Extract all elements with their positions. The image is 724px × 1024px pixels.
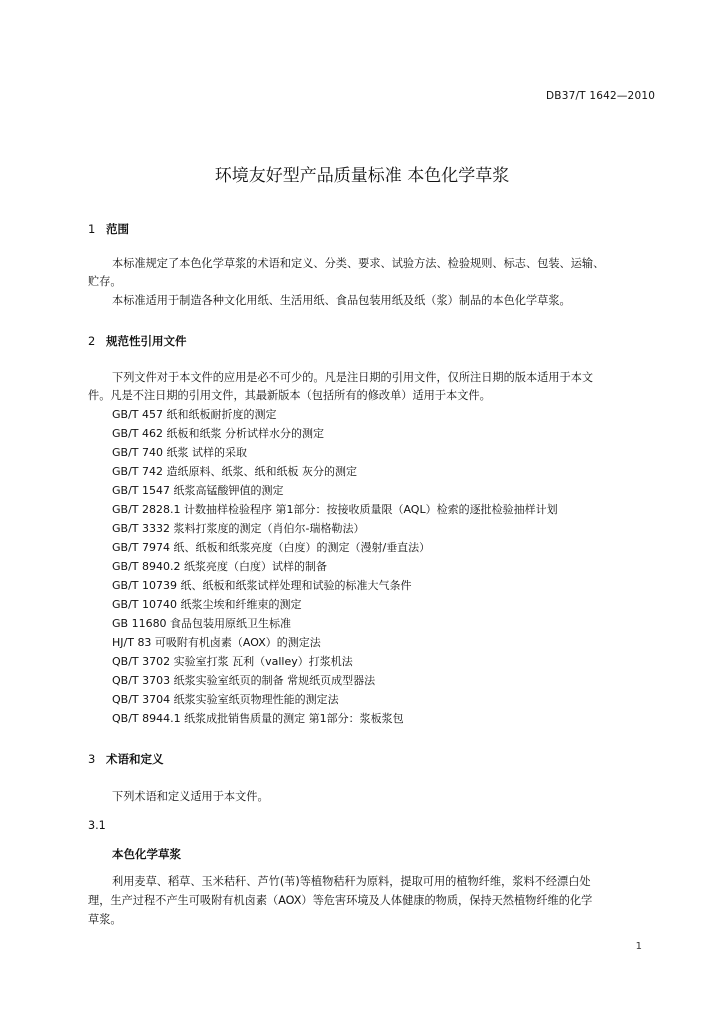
page-number: 1 (635, 941, 642, 952)
reference-item: GB/T 8940.2 纸浆亮度（白度）试样的制备 (112, 560, 327, 573)
standard-code: DB37/T 1642—2010 (546, 90, 656, 102)
reference-item: GB/T 3332 浆料打浆度的测定（肖伯尔-瑞格勒法） (112, 522, 365, 535)
reference-item: QB/T 8944.1 纸浆成批销售质量的测定 第1部分：浆板浆包 (112, 712, 404, 725)
reference-item: QB/T 3702 实验室打浆 瓦利（valley）打浆机法 (112, 655, 353, 668)
terms-intro: 下列术语和定义适用于本文件。 (112, 790, 269, 803)
scope-paragraph-line: 本标准规定了本色化学草浆的术语和定义、分类、要求、试验方法、检验规则、标志、包装、运输、 (112, 257, 605, 270)
section-title: 术语和定义 (106, 752, 164, 766)
section-2-heading (88, 333, 187, 349)
section-number: 1 (88, 222, 96, 236)
reference-item: GB/T 10740 纸浆尘埃和纤维束的测定 (112, 598, 302, 611)
reference-item: GB/T 740 纸浆 试样的采取 (112, 446, 247, 459)
term-name: 本色化学草浆 (112, 847, 181, 861)
subsection-number: 3.1 (88, 819, 106, 832)
section-number: 3 (88, 752, 96, 766)
reference-item: GB/T 462 纸板和纸浆 分析试样水分的测定 (112, 427, 324, 440)
reference-item: GB/T 1547 纸浆高锰酸钾值的测定 (112, 484, 284, 497)
scope-paragraph-line: 贮存。 (88, 275, 122, 288)
reference-item: GB/T 2828.1 计数抽样检验程序 第1部分：按接收质量限（AQL）检索的逐批检验抽样计划 (112, 503, 558, 516)
document-title: 环境友好型产品质量标准 本色化学草浆 (214, 166, 510, 186)
section-1-heading (88, 221, 129, 237)
reference-item: GB/T 457 纸和纸板耐折度的测定 (112, 408, 277, 421)
reference-item: GB/T 742 造纸原料、纸浆、纸和纸板 灰分的测定 (112, 465, 357, 478)
term-definition-line: 理，生产过程不产生可吸附有机卤素（AOX）等危害环境及人体健康的物质，保持天然植物纤维的化学 (88, 894, 593, 907)
section-number: 2 (88, 334, 96, 348)
scope-paragraph: 本标准适用于制造各种文化用纸、生活用纸、食品包装用纸及纸（浆）制品的本色化学草浆。 (112, 294, 571, 307)
reference-item: GB/T 10739 纸、纸板和纸浆试样处理和试验的标准大气条件 (112, 579, 412, 592)
reference-item: GB 11680 食品包装用原纸卫生标准 (112, 617, 292, 630)
reference-item: QB/T 3704 纸浆实验室纸页物理性能的测定法 (112, 693, 339, 706)
reference-item: HJ/T 83 可吸附有机卤素（AOX）的测定法 (112, 636, 321, 649)
section-title: 范围 (106, 222, 129, 236)
references-intro-line: 下列文件对于本文件的应用是必不可少的。凡是注日期的引用文件，仅所注日期的版本适用于本文 (112, 371, 594, 384)
reference-item: QB/T 3703 纸浆实验室纸页的制备 常规纸页成型器法 (112, 674, 376, 687)
references-intro-line: 件。凡是不注日期的引用文件，其最新版本（包括所有的修改单）适用于本文件。 (88, 389, 491, 402)
reference-item: GB/T 7974 纸、纸板和纸浆亮度（白度）的测定（漫射/垂直法） (112, 541, 431, 554)
term-definition-line: 草浆。 (88, 913, 122, 926)
section-title: 规范性引用文件 (106, 334, 187, 348)
term-definition-line: 利用麦草、稻草、玉米秸秆、芦竹(苇)等植物秸秆为原料，提取可用的植物纤维，浆料不经漂白处 (112, 875, 591, 888)
section-3-heading (88, 751, 164, 767)
